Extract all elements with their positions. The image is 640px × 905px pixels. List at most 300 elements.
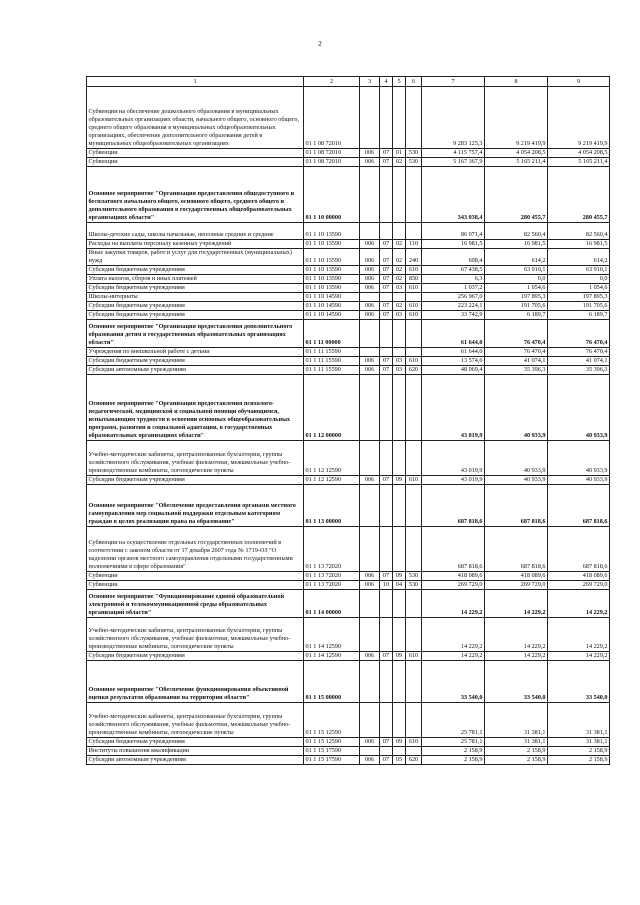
section-code: 07 <box>380 266 393 275</box>
section-code: 07 <box>380 476 393 485</box>
ministry-code: 006 <box>360 756 380 765</box>
section-code <box>380 618 393 652</box>
expense-type-code <box>406 590 422 618</box>
amount-col8: 687 818,6 <box>485 527 548 572</box>
program-code: 01 1 11 15590 <box>304 366 360 375</box>
ministry-code <box>360 485 380 527</box>
program-code: 01 1 11 15590 <box>304 357 360 366</box>
amount-col8: 2 158,9 <box>485 756 548 765</box>
section-code <box>380 703 393 738</box>
amount-col7: 5 167 367,9 <box>422 158 485 167</box>
amount-col8: 35 396,3 <box>485 366 548 375</box>
amount-col9: 0,0 <box>548 275 610 284</box>
section-code: 07 <box>380 275 393 284</box>
ministry-code <box>360 590 380 618</box>
table-row <box>87 302 610 311</box>
amount-col8: 4 054 208,5 <box>485 149 548 158</box>
table-row <box>87 572 610 581</box>
expense-type-code <box>406 527 422 572</box>
table-row <box>87 167 610 223</box>
expense-type-code <box>406 348 422 357</box>
ministry-code: 006 <box>360 266 380 275</box>
section-code: 07 <box>380 240 393 249</box>
table-row <box>87 618 610 652</box>
expense-type-code: 240 <box>406 249 422 266</box>
amount-col9: 614,2 <box>548 249 610 266</box>
ministry-code <box>360 703 380 738</box>
row-name: Учреждения по внешкольной работе с детьми <box>87 348 304 357</box>
column-header: 9 <box>548 77 610 87</box>
amount-col7: 6,3 <box>422 275 485 284</box>
amount-col8: 614,2 <box>485 249 548 266</box>
amount-col8: 40 933,9 <box>485 476 548 485</box>
ministry-code: 006 <box>360 476 380 485</box>
table-row <box>87 476 610 485</box>
expense-type-code <box>406 87 422 149</box>
expense-type-code <box>406 167 422 223</box>
table-row <box>87 284 610 293</box>
section-code <box>380 375 393 441</box>
amount-col8: 0,0 <box>485 275 548 284</box>
amount-col8: 1 054,6 <box>485 284 548 293</box>
subsection-code <box>393 320 406 348</box>
program-code: 01 1 13 72020 <box>304 527 360 572</box>
subsection-code: 02 <box>393 249 406 266</box>
amount-col7: 14 229,2 <box>422 590 485 618</box>
subsection-code: 04 <box>393 581 406 590</box>
ministry-code: 006 <box>360 357 380 366</box>
amount-col8: 14 229,2 <box>485 590 548 618</box>
amount-col7: 25 781,1 <box>422 738 485 747</box>
ministry-code <box>360 167 380 223</box>
row-name: Субсидии бюджетным учреждениям <box>87 476 304 485</box>
amount-col9: 40 933,9 <box>548 476 610 485</box>
ministry-code: 006 <box>360 158 380 167</box>
expense-type-code: 610 <box>406 738 422 747</box>
expense-type-code: 610 <box>406 311 422 320</box>
program-code: 01 1 13 72020 <box>304 581 360 590</box>
amount-col7: 14 229,2 <box>422 618 485 652</box>
program-code: 01 1 12 12590 <box>304 441 360 476</box>
subsection-code: 02 <box>393 275 406 284</box>
program-code: 01 1 10 13590 <box>304 266 360 275</box>
expense-type-code: 530 <box>406 158 422 167</box>
subsection-code: 09 <box>393 476 406 485</box>
program-code: 01 1 08 72010 <box>304 87 360 149</box>
row-name: Школы-интернаты <box>87 293 304 302</box>
program-code: 01 1 10 13590 <box>304 240 360 249</box>
program-code: 01 1 14 12590 <box>304 618 360 652</box>
ministry-code: 006 <box>360 738 380 747</box>
section-code: 07 <box>380 302 393 311</box>
amount-col8: 6 189,7 <box>485 311 548 320</box>
amount-col9: 40 933,9 <box>548 441 610 476</box>
table-row <box>87 320 610 348</box>
row-name: Основное мероприятие "Организация предоставления общедоступного и бесплатного начального общего, основного общего, среднего общего и дополнительного образования в государственных общеобразовательных организациях области" <box>87 167 304 223</box>
program-code: 01 1 12 12590 <box>304 476 360 485</box>
amount-col7: 43 019,9 <box>422 441 485 476</box>
table-row <box>87 756 610 765</box>
table-row <box>87 240 610 249</box>
subsection-code: 02 <box>393 158 406 167</box>
amount-col8: 197 895,3 <box>485 293 548 302</box>
program-code: 01 1 08 72010 <box>304 158 360 167</box>
table-row <box>87 661 610 703</box>
row-name: Иные закупки товаров, работ и услуг для государственных (муниципальных) нужд <box>87 249 304 266</box>
expense-type-code: 530 <box>406 581 422 590</box>
amount-col9: 687 818,6 <box>548 485 610 527</box>
amount-col8: 31 381,1 <box>485 703 548 738</box>
table-row <box>87 581 610 590</box>
ministry-code: 006 <box>360 149 380 158</box>
section-code: 07 <box>380 572 393 581</box>
amount-col9: 31 381,1 <box>548 703 610 738</box>
subsection-code <box>393 167 406 223</box>
row-name: Субсидии бюджетным учреждениям <box>87 302 304 311</box>
ministry-code <box>360 441 380 476</box>
amount-col7: 4 115 757,4 <box>422 149 485 158</box>
row-name: Основное мероприятие "Функционирование единой образовательной электронной и телекоммуникационной среды образовательных организаций области" <box>87 590 304 618</box>
section-code <box>380 747 393 756</box>
row-name: Расходы на выплаты персоналу казенных учреждений <box>87 240 304 249</box>
amount-col8: 280 455,7 <box>485 167 548 223</box>
program-code: 01 1 10 14590 <box>304 311 360 320</box>
amount-col9: 5 165 211,4 <box>548 158 610 167</box>
amount-col7: 343 038,4 <box>422 167 485 223</box>
amount-col8: 76 470,4 <box>485 348 548 357</box>
table-row <box>87 275 610 284</box>
amount-col9: 9 219 419,9 <box>548 87 610 149</box>
amount-col7: 2 158,9 <box>422 747 485 756</box>
amount-col7: 2 158,9 <box>422 756 485 765</box>
section-code <box>380 590 393 618</box>
ministry-code <box>360 320 380 348</box>
amount-col8: 14 229,2 <box>485 618 548 652</box>
expense-type-code: 610 <box>406 652 422 661</box>
ministry-code <box>360 223 380 240</box>
subsection-code <box>393 661 406 703</box>
page-number: 2 <box>318 40 322 48</box>
subsection-code <box>393 293 406 302</box>
section-code <box>380 293 393 302</box>
expense-type-code: 610 <box>406 357 422 366</box>
subsection-code: 03 <box>393 366 406 375</box>
row-name: Субсидии бюджетным учреждениям <box>87 266 304 275</box>
table-row <box>87 366 610 375</box>
amount-col9: 191 705,6 <box>548 302 610 311</box>
program-code: 01 1 13 00000 <box>304 485 360 527</box>
amount-col9: 1 054,6 <box>548 284 610 293</box>
expense-type-code <box>406 703 422 738</box>
program-code: 01 1 15 17590 <box>304 756 360 765</box>
amount-col9: 35 396,3 <box>548 366 610 375</box>
amount-col7: 33 540,0 <box>422 661 485 703</box>
program-code: 01 1 11 00000 <box>304 320 360 348</box>
subsection-code <box>393 618 406 652</box>
expense-type-code: 620 <box>406 366 422 375</box>
amount-col8: 14 229,2 <box>485 652 548 661</box>
amount-col9: 269 729,0 <box>548 581 610 590</box>
table-row <box>87 223 610 240</box>
row-name: Основное мероприятие "Организация предоставления психолого-педагогической, медицинской и социальной помощи обучающимся, испытывающим трудности в освоении основных общеобразовательных программ, развитии и социальной адаптации, в государственных образовательных организациях области" <box>87 375 304 441</box>
subsection-code: 09 <box>393 572 406 581</box>
section-code <box>380 441 393 476</box>
subsection-code <box>393 348 406 357</box>
amount-col7: 25 781,1 <box>422 703 485 738</box>
amount-col7: 687 818,6 <box>422 485 485 527</box>
row-name: Субсидии бюджетным учреждениям <box>87 284 304 293</box>
row-name: Субвенции <box>87 581 304 590</box>
section-code <box>380 527 393 572</box>
subsection-code <box>393 703 406 738</box>
amount-col9: 41 074,1 <box>548 357 610 366</box>
column-header: 3 <box>360 77 380 87</box>
subsection-code <box>393 590 406 618</box>
section-code <box>380 320 393 348</box>
expense-type-code <box>406 293 422 302</box>
amount-col8: 33 540,0 <box>485 661 548 703</box>
table-row <box>87 527 610 572</box>
section-code: 07 <box>380 284 393 293</box>
expense-type-code: 530 <box>406 572 422 581</box>
amount-col7: 687 818,6 <box>422 527 485 572</box>
amount-col7: 43 019,9 <box>422 375 485 441</box>
section-code: 07 <box>380 357 393 366</box>
amount-col7: 1 037,2 <box>422 284 485 293</box>
amount-col9: 2 158,9 <box>548 756 610 765</box>
table-row <box>87 590 610 618</box>
program-code: 01 1 10 13590 <box>304 284 360 293</box>
section-code: 07 <box>380 249 393 266</box>
subsection-code: 09 <box>393 738 406 747</box>
amount-col7: 256 967,0 <box>422 293 485 302</box>
amount-col8: 2 158,9 <box>485 747 548 756</box>
amount-col7: 16 981,5 <box>422 240 485 249</box>
table-row <box>87 738 610 747</box>
amount-col9: 6 189,7 <box>548 311 610 320</box>
ministry-code: 006 <box>360 275 380 284</box>
row-name: Школы-детские сады, школы начальные, неполные средние и средние <box>87 223 304 240</box>
row-name: Учебно-методические кабинеты, централизованные бухгалтерии, группы хозяйственного обслуживания, учебные фильмотеки, межшкольные учебно-производственные комбинаты, логопедические пункты <box>87 703 304 738</box>
amount-col9: 76 470,4 <box>548 348 610 357</box>
section-code: 07 <box>380 158 393 167</box>
subsection-code: 03 <box>393 357 406 366</box>
amount-col8: 40 933,9 <box>485 441 548 476</box>
amount-col8: 191 705,6 <box>485 302 548 311</box>
amount-col9: 63 910,1 <box>548 266 610 275</box>
row-name: Субвенции <box>87 149 304 158</box>
row-name: Институты повышения квалификации <box>87 747 304 756</box>
table-row <box>87 703 610 738</box>
expense-type-code <box>406 441 422 476</box>
program-code: 01 1 15 12590 <box>304 703 360 738</box>
column-header: 5 <box>393 77 406 87</box>
section-code <box>380 223 393 240</box>
expense-type-code: 610 <box>406 284 422 293</box>
amount-col8: 41 074,1 <box>485 357 548 366</box>
expense-type-code <box>406 485 422 527</box>
section-code: 07 <box>380 311 393 320</box>
column-header: 8 <box>485 77 548 87</box>
amount-col8: 269 729,0 <box>485 581 548 590</box>
ministry-code: 006 <box>360 302 380 311</box>
table-row <box>87 375 610 441</box>
amount-col8: 82 560,4 <box>485 223 548 240</box>
program-code: 01 1 12 00000 <box>304 375 360 441</box>
subsection-code: 01 <box>393 149 406 158</box>
ministry-code <box>360 618 380 652</box>
amount-col7: 269 729,0 <box>422 581 485 590</box>
table-row <box>87 311 610 320</box>
ministry-code <box>360 87 380 149</box>
table-row <box>87 249 610 266</box>
subsection-code: 05 <box>393 756 406 765</box>
table-row <box>87 747 610 756</box>
subsection-code <box>393 223 406 240</box>
expense-type-code <box>406 223 422 240</box>
program-code: 01 1 08 72010 <box>304 149 360 158</box>
amount-col7: 61 644,0 <box>422 348 485 357</box>
subsection-code <box>393 87 406 149</box>
ministry-code <box>360 527 380 572</box>
ministry-code: 006 <box>360 572 380 581</box>
section-code: 07 <box>380 756 393 765</box>
expense-type-code: 110 <box>406 240 422 249</box>
expense-type-code <box>406 375 422 441</box>
amount-col9: 16 981,5 <box>548 240 610 249</box>
amount-col8: 5 165 211,4 <box>485 158 548 167</box>
amount-col9: 76 470,4 <box>548 320 610 348</box>
amount-col7: 9 283 125,3 <box>422 87 485 149</box>
program-code: 01 1 11 15590 <box>304 348 360 357</box>
table-row <box>87 357 610 366</box>
column-header: 4 <box>380 77 393 87</box>
table-row <box>87 149 610 158</box>
row-name: Субсидии автономным учреждениям <box>87 756 304 765</box>
amount-col8: 63 910,1 <box>485 266 548 275</box>
ministry-code: 006 <box>360 311 380 320</box>
subsection-code: 02 <box>393 302 406 311</box>
amount-col9: 82 560,4 <box>548 223 610 240</box>
amount-col9: 33 540,0 <box>548 661 610 703</box>
section-code <box>380 167 393 223</box>
section-code <box>380 348 393 357</box>
column-header: 1 <box>87 77 304 87</box>
table-row <box>87 87 610 149</box>
table-row <box>87 348 610 357</box>
table-row <box>87 652 610 661</box>
program-code: 01 1 10 14590 <box>304 293 360 302</box>
expense-type-code: 610 <box>406 266 422 275</box>
ministry-code <box>360 375 380 441</box>
amount-col7: 608,4 <box>422 249 485 266</box>
amount-col8: 9 219 419,9 <box>485 87 548 149</box>
section-code: 07 <box>380 652 393 661</box>
row-name: Основное мероприятие "Организация предоставления дополнительного образования детям в государственных образовательных организациях области" <box>87 320 304 348</box>
expense-type-code: 850 <box>406 275 422 284</box>
expense-type-code <box>406 747 422 756</box>
column-number-header <box>87 77 610 87</box>
row-name: Субвенции <box>87 158 304 167</box>
amount-col7: 86 071,4 <box>422 223 485 240</box>
section-code: 10 <box>380 581 393 590</box>
amount-col9: 31 381,1 <box>548 738 610 747</box>
amount-col9: 14 229,2 <box>548 590 610 618</box>
expense-type-code: 610 <box>406 302 422 311</box>
expense-type-code <box>406 618 422 652</box>
amount-col9: 687 818,6 <box>548 527 610 572</box>
amount-col7: 33 742,9 <box>422 311 485 320</box>
amount-col7: 61 644,0 <box>422 320 485 348</box>
expense-type-code: 610 <box>406 476 422 485</box>
amount-col9: 280 455,7 <box>548 167 610 223</box>
amount-col8: 687 818,6 <box>485 485 548 527</box>
ministry-code: 006 <box>360 284 380 293</box>
amount-col7: 48 069,4 <box>422 366 485 375</box>
amount-col8: 418 089,6 <box>485 572 548 581</box>
amount-col7: 14 229,2 <box>422 652 485 661</box>
row-name: Субсидии бюджетным учреждениям <box>87 311 304 320</box>
program-code: 01 1 14 00000 <box>304 590 360 618</box>
amount-col8: 16 981,5 <box>485 240 548 249</box>
budget-table <box>86 76 610 765</box>
subsection-code: 02 <box>393 240 406 249</box>
row-name: Учебно-методические кабинеты, централизованные бухгалтерии, группы хозяйственного обслуживания, учебные фильмотеки, межшкольные учебно-производственные комбинаты, логопедические пункты <box>87 441 304 476</box>
table-row <box>87 158 610 167</box>
section-code <box>380 661 393 703</box>
table-row <box>87 293 610 302</box>
program-code: 01 1 13 72020 <box>304 572 360 581</box>
program-code: 01 1 15 00000 <box>304 661 360 703</box>
program-code: 01 1 10 13590 <box>304 223 360 240</box>
ministry-code: 006 <box>360 240 380 249</box>
section-code <box>380 485 393 527</box>
subsection-code <box>393 375 406 441</box>
amount-col9: 197 895,3 <box>548 293 610 302</box>
column-header: 6 <box>406 77 422 87</box>
ministry-code <box>360 747 380 756</box>
section-code: 07 <box>380 738 393 747</box>
amount-col9: 2 158,9 <box>548 747 610 756</box>
subsection-code <box>393 527 406 572</box>
column-header: 7 <box>422 77 485 87</box>
subsection-code <box>393 485 406 527</box>
row-name: Уплата налогов, сборов и иных платежей <box>87 275 304 284</box>
row-name: Субвенции на осуществление отдельных государственных полномочий в соответствии с законом области от 17 декабря 2007 года № 1719-ОЗ "О наделении органов местного самоуправления отдельными государственными полномочиями в сфере образования" <box>87 527 304 572</box>
program-code: 01 1 10 00000 <box>304 167 360 223</box>
amount-col7: 13 574,6 <box>422 357 485 366</box>
amount-col7: 223 224,1 <box>422 302 485 311</box>
ministry-code: 006 <box>360 581 380 590</box>
subsection-code: 09 <box>393 652 406 661</box>
amount-col8: 31 381,1 <box>485 738 548 747</box>
subsection-code: 03 <box>393 284 406 293</box>
program-code: 01 1 10 13590 <box>304 249 360 266</box>
amount-col7: 67 438,5 <box>422 266 485 275</box>
row-name: Учебно-методические кабинеты, централизованные бухгалтерии, группы хозяйственного обслуживания, учебные фильмотеки, межшкольные учебно-производственные комбинаты, логопедические пункты <box>87 618 304 652</box>
row-name: Основное мероприятие "Обеспечение функционирования объективной оценки результатов образования на территории области" <box>87 661 304 703</box>
amount-col7: 43 019,9 <box>422 476 485 485</box>
ministry-code <box>360 293 380 302</box>
section-code: 07 <box>380 366 393 375</box>
section-code: 07 <box>380 149 393 158</box>
amount-col8: 40 933,9 <box>485 375 548 441</box>
ministry-code: 006 <box>360 249 380 266</box>
amount-col9: 4 054 208,5 <box>548 149 610 158</box>
program-code: 01 1 10 14590 <box>304 302 360 311</box>
program-code: 01 1 15 17590 <box>304 747 360 756</box>
expense-type-code: 620 <box>406 756 422 765</box>
